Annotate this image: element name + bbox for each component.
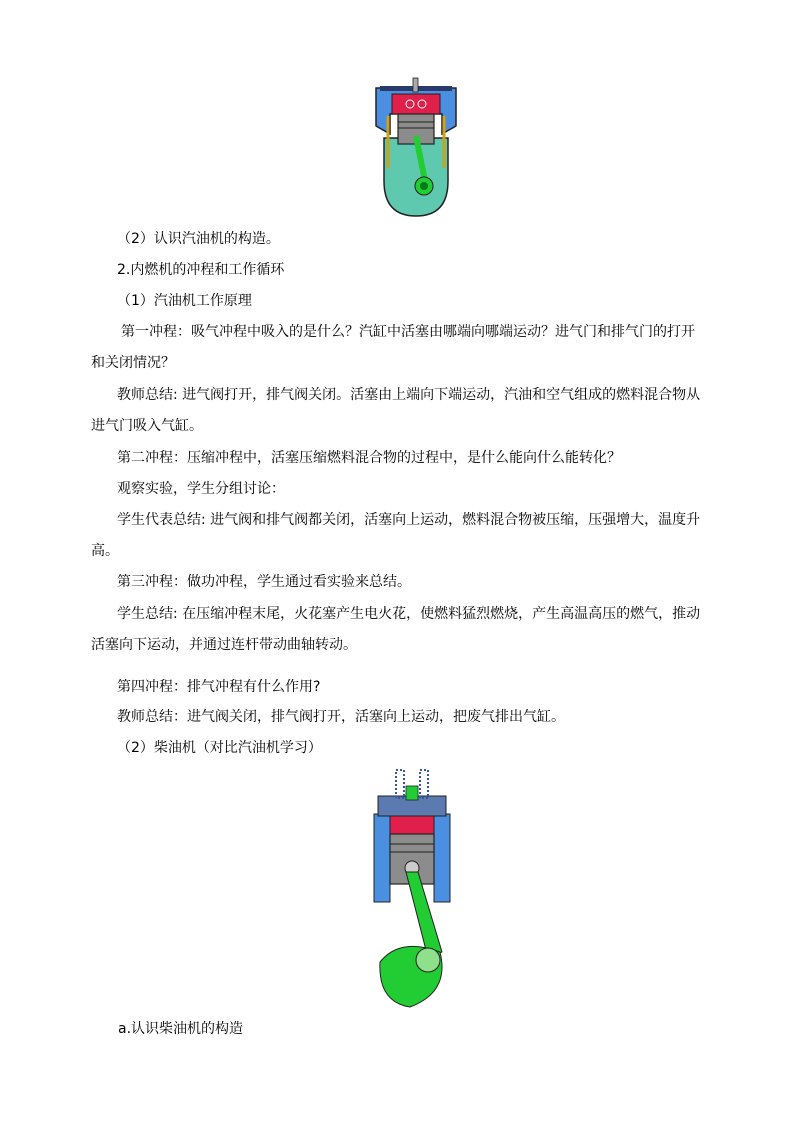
diesel-engine-diagram xyxy=(370,762,456,1012)
text-span: 教师总结: 进气阀打开，排气阀关闭。活塞由上端向下端运动，汽油和空气组成的燃料混合物从 xyxy=(117,387,701,403)
text-span: 2.内燃机的冲程和工作循环 xyxy=(117,262,285,278)
text-span: 进气门吸入气缸。 xyxy=(91,418,203,434)
text-span: 高。 xyxy=(91,543,119,559)
text-span: a.认识柴油机的构造 xyxy=(118,1021,244,1037)
text-span: （2）柴油机（对比汽油机学习） xyxy=(117,740,322,756)
text-span: 学生总结: 在压缩冲程末尾，火花塞产生电火花，使燃料猛烈燃烧，产生高温高压的燃气，推动 xyxy=(117,606,701,622)
text-span: （1）汽油机工作原理 xyxy=(117,293,252,309)
text-span: 观察实验，学生分组讨论： xyxy=(117,481,285,497)
text-span: 活塞向下运动，并通过连杆带动曲轴转动。 xyxy=(91,637,357,653)
text-span: （2）认识汽油机的构造。 xyxy=(117,231,280,247)
text-span: 和关闭情况？ xyxy=(91,355,175,371)
text-span: 学生代表总结: 进气阀和排气阀都关闭，活塞向上运动，燃料混合物被压缩，压强增大，温度升 xyxy=(117,512,701,528)
gasoline-engine-diagram xyxy=(368,76,464,218)
text-span: 第四冲程：排气冲程有什么作用? xyxy=(117,679,321,695)
text-span: 第三冲程：做功冲程，学生通过看实验来总结。 xyxy=(117,574,411,590)
text-span: 第二冲程：压缩冲程中，活塞压缩燃料混合物的过程中，是什么能向什么能转化？ xyxy=(117,450,621,466)
text-span: 教师总结：进气阀关闭，排气阀打开，活塞向上运动，把废气排出气缸。 xyxy=(117,709,565,725)
text-span: 第一冲程：吸气冲程中吸入的是什么？汽缸中活塞由哪端向哪端运动？进气门和排气门的打开 xyxy=(121,324,695,340)
